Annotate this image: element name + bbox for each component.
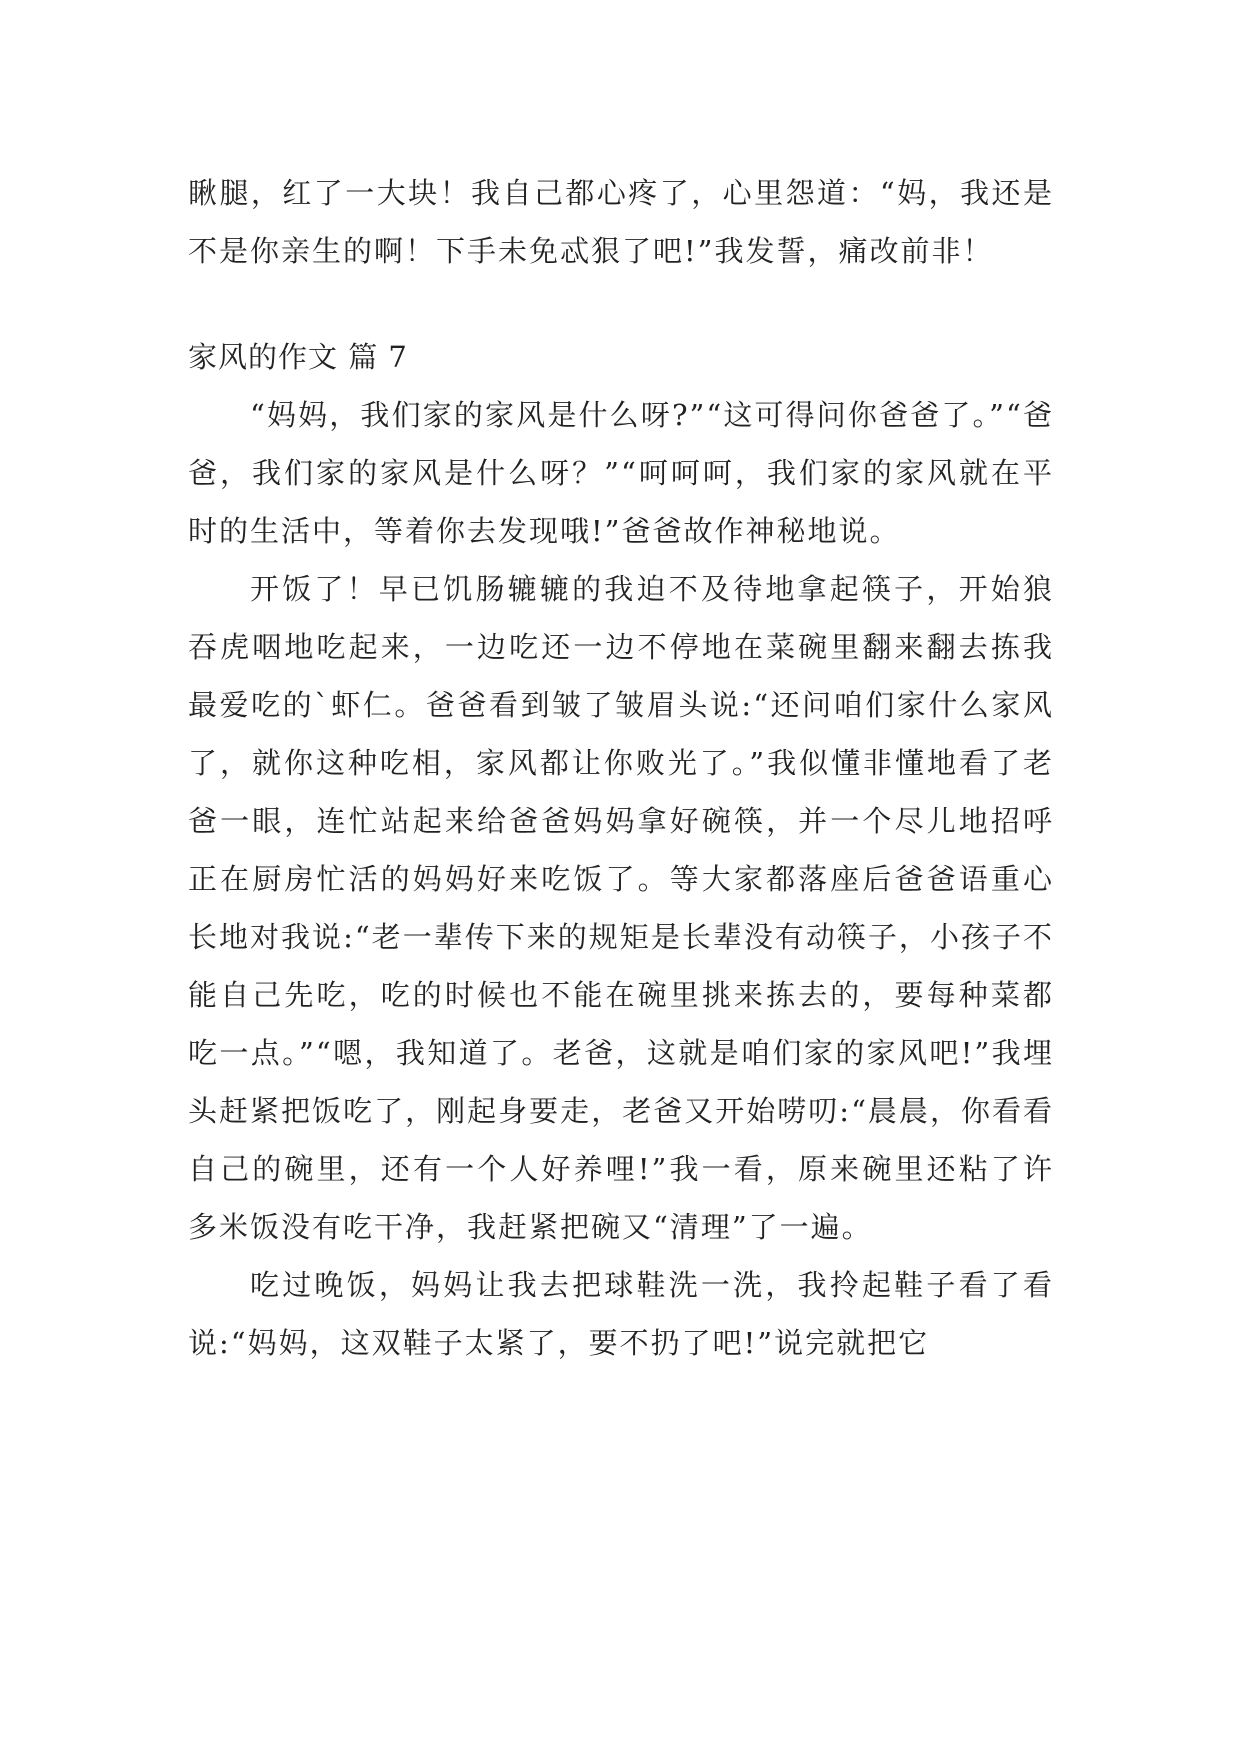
paragraph-1: “妈妈，我们家的家风是什么呀?”“这可得问你爸爸了。”“爸爸，我们家的家风是什么呀？”“呵呵呵，我们家的家风就在平时的生活中，等着你去发现哦!”爸爸故作神秘地说。 <box>188 398 1054 548</box>
paragraph-2: 开饭了！早已饥肠辘辘的我迫不及待地拿起筷子，开始狼吞虎咽地吃起来，一边吃还一边不停地在菜碗里翻来翻去拣我最爱吃的`虾仁。爸爸看到皱了皱眉头说:“还问咱们家什么家风了，就你这种吃相，家风都让你败光了。”我似懂非懂地看了老爸一眼，连忙站起来给爸爸妈妈拿好碗筷，并一个尽儿地招呼正在厨房忙活的妈妈好来吃饭了。等大家都落座后爸爸语重心长地对我说:“老一辈传下来的规矩是长辈没有动筷子，小孩子不能自己先吃，吃的时候也不能在碗里挑来拣去的，要每种菜都吃一点。”“嗯，我知道了。老爸，这就是咱们家的家风吧!”我埋头赶紧把饭吃了，刚起身要走，老爸又开始唠叨:“晨晨，你看看自己的碗里，还有一个人好养哩!”我一看，原来碗里还粘了许多米饭没有吃干净，我赶紧把碗又“清理”了一遍。 <box>188 572 1054 1244</box>
paragraph-continued: 瞅腿，红了一大块！我自己都心疼了，心里怨道：“妈，我还是不是你亲生的啊！下手未免忒狠了吧!”我发誓，痛改前非！ <box>188 176 1054 268</box>
section-title: 家风的作文 篇 7 <box>188 340 408 374</box>
document-body <box>188 164 1054 1372</box>
paragraph-3: 吃过晚饭，妈妈让我去把球鞋洗一洗，我拎起鞋子看了看说:“妈妈，这双鞋子太紧了，要不扔了吧!”说完就把它 <box>188 1268 1054 1360</box>
